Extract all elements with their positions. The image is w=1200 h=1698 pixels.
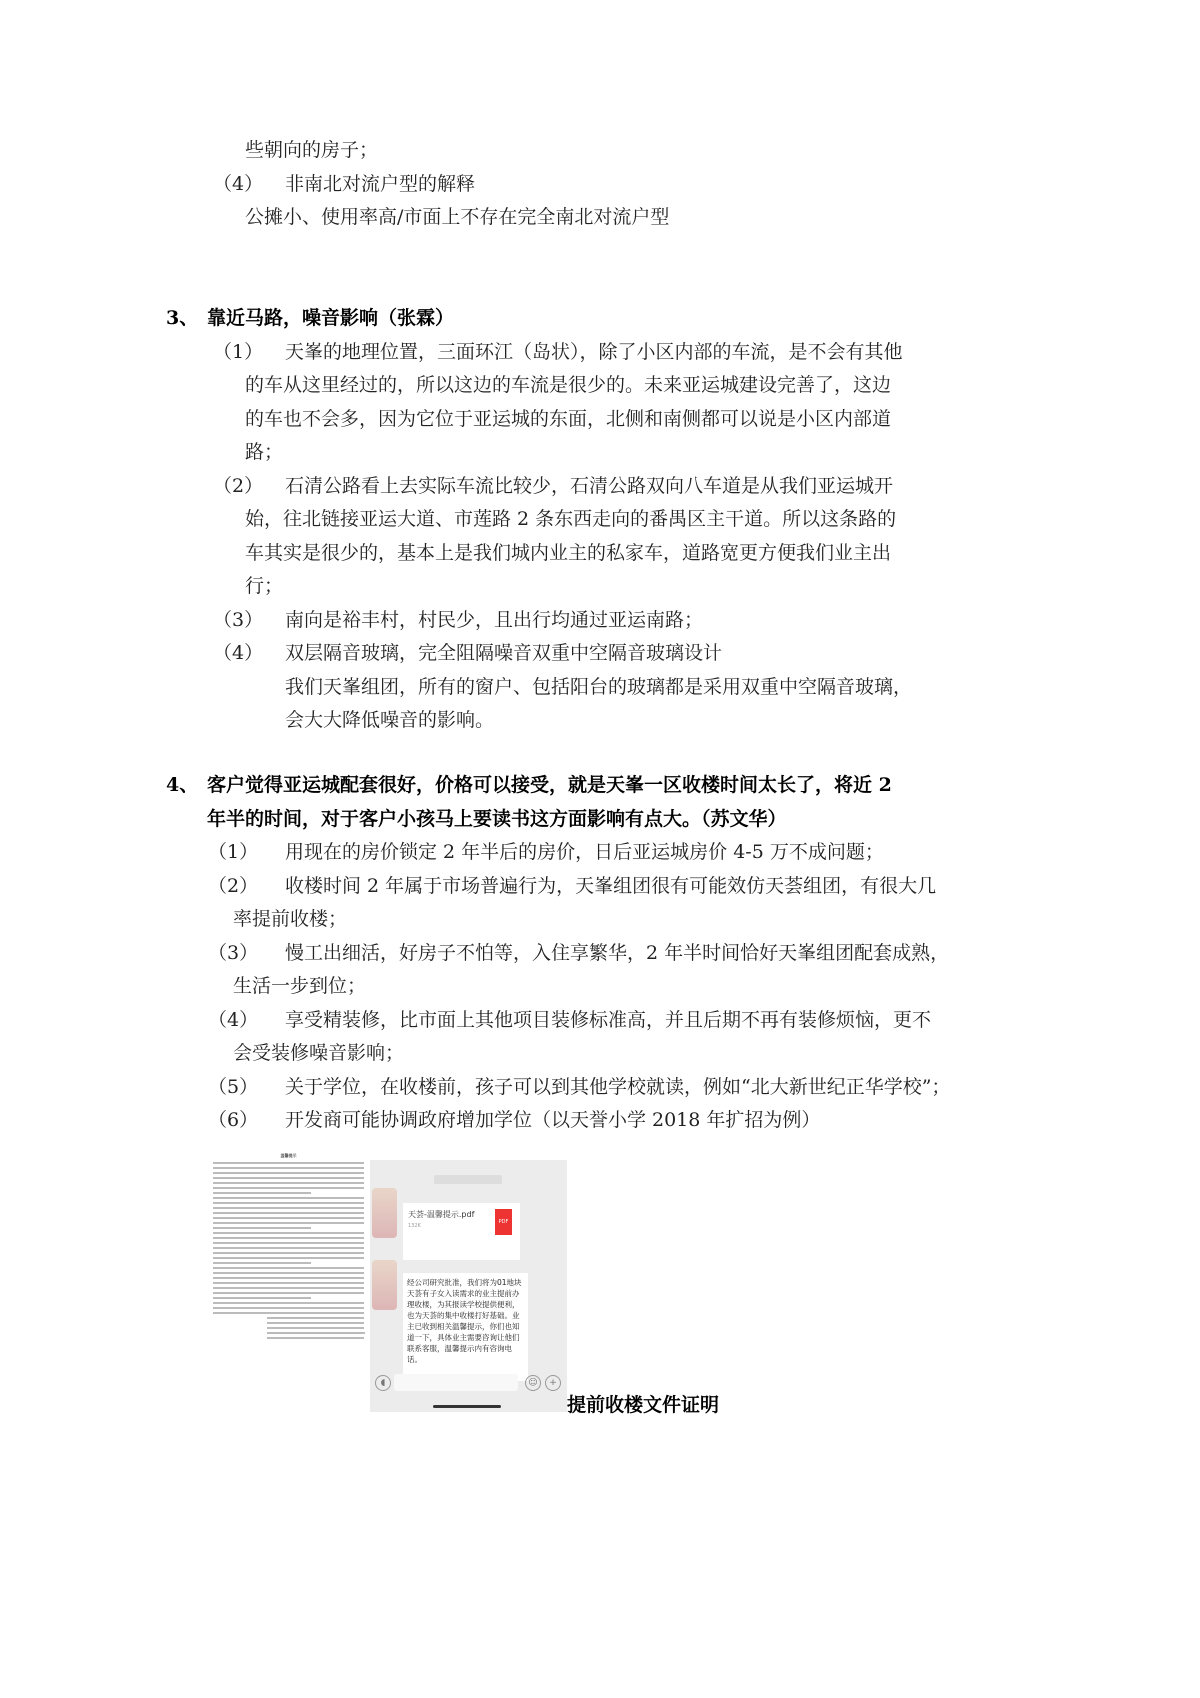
list-number: （6） <box>208 1109 259 1131</box>
list-item-text: 享受精装修，比市面上其他项目装修标准高，并且后期不再有装修烦恼，更不 <box>285 1008 932 1031</box>
notice-text-line <box>267 1317 364 1319</box>
list-number: （4） <box>208 1008 259 1031</box>
list-item-text: 慢工出细活，好房子不怕等，入住享繁华，2 年半时间恰好天峯组团配套成熟， <box>285 941 950 964</box>
list-item-text: 生活一步到位； <box>233 975 367 997</box>
notice-text-line <box>213 1177 364 1179</box>
notice-text-line <box>213 1187 364 1189</box>
notice-text-line <box>213 1222 364 1224</box>
notice-text-line <box>213 1277 364 1279</box>
section-heading: 靠近马路，噪音影响（张霖） <box>207 307 455 329</box>
list-item-text: 会大大降低噪音的影响。 <box>285 709 495 731</box>
list-number: （4） <box>213 173 264 195</box>
file-size: 132K <box>408 1223 421 1229</box>
notice-text-line <box>213 1287 364 1289</box>
list-item-text: 用现在的房价锁定 2 年半后的房价，日后亚运城房价 4-5 万不成问题； <box>285 841 884 863</box>
list-item-text: 石清公路看上去实际车流比较少，石清公路双向八车道是从我们亚运城开 <box>285 474 894 497</box>
list-item-text: 公摊小、使用率高/市面上不存在完全南北对流户型 <box>245 206 670 228</box>
notice-text-line <box>213 1242 364 1244</box>
notice-text-line <box>267 1332 365 1334</box>
chat-message: 经公司研究批准，我们将为01地块天荟有子女入读需求的业主提前办理收楼，为其报读学校提供便利，也为天荟的集中收楼打好基础。业主已收到相关温馨提示，你们也知道一下，具体业主需要咨询让他们联系客服，温馨提示内有咨询电话。 <box>403 1273 528 1381</box>
list-item-text: 始，往北链接亚运大道、市莲路 2 条东西走向的番禺区主干道。所以这条路的 <box>245 508 897 530</box>
notice-text-line <box>213 1257 364 1259</box>
list-item-title: 非南北对流户型的解释 <box>285 173 476 195</box>
section-number: 4、 <box>166 774 199 796</box>
notice-text-line <box>213 1182 364 1184</box>
notice-text-line <box>213 1202 364 1204</box>
avatar <box>372 1260 397 1310</box>
notice-text-line <box>213 1227 311 1229</box>
notice-text-line <box>213 1247 364 1249</box>
chat-timestamp <box>434 1175 502 1184</box>
notice-text-line <box>213 1212 364 1214</box>
list-number: （2） <box>213 474 264 497</box>
list-item-text: 率提前收楼； <box>233 908 348 930</box>
list-item-text: 我们天峯组团，所有的窗户、包括阳台的玻璃都是采用双重中空隔音玻璃， <box>285 675 913 698</box>
list-number: （1） <box>213 340 264 363</box>
pdf-icon: PDF <box>495 1209 512 1235</box>
list-item-text: 双层隔音玻璃，完全阻隔噪音双重中空隔音玻璃设计 <box>285 642 723 664</box>
list-item-text: 会受装修噪音影响； <box>233 1042 405 1064</box>
notice-text-line <box>213 1272 364 1274</box>
notice-text-line <box>213 1312 364 1314</box>
notice-text-line <box>213 1237 364 1239</box>
file-name: 天荟-温馨提示.pdf <box>408 1210 475 1219</box>
section-heading: 客户觉得亚运城配套很好，价格可以接受，就是天峯一区收楼时间太长了，将近 2 <box>207 774 892 796</box>
chat-file-card <box>403 1203 520 1260</box>
notice-text-line <box>213 1197 364 1199</box>
list-number: （1） <box>208 841 259 863</box>
notice-document-image <box>207 1150 370 1412</box>
notice-text-line <box>213 1167 364 1169</box>
notice-title: 温馨提示 <box>280 1153 297 1158</box>
evidence-caption: 提前收楼文件证明 <box>567 1394 720 1416</box>
notice-text-line <box>213 1232 364 1234</box>
notice-text-line <box>213 1302 364 1304</box>
notice-text-line <box>213 1172 364 1174</box>
emoji-icon: ☺ <box>525 1375 541 1391</box>
continued-text: 些朝向的房子； <box>245 139 379 161</box>
list-item-text: 车其实是很少的，基本上是我们城内业主的私家车，道路宽更方便我们业主出 <box>245 541 892 564</box>
list-number: （5） <box>208 1075 259 1098</box>
notice-text-line <box>213 1162 364 1164</box>
notice-text-line <box>213 1207 364 1209</box>
section-heading: 年半的时间，对于客户小孩马上要读书这方面影响有点大。（苏文华） <box>207 807 787 830</box>
list-number: （3） <box>213 608 264 631</box>
notice-text-line <box>213 1192 311 1194</box>
notice-text-line <box>213 1282 364 1284</box>
list-item-text: 的车也不会多，因为它位于亚运城的东面，北侧和南侧都可以说是小区内部道 <box>245 407 892 430</box>
list-number: （3） <box>208 941 259 964</box>
chat-input-field <box>394 1374 518 1391</box>
notice-text-line <box>267 1327 364 1329</box>
notice-text-line <box>267 1337 364 1339</box>
list-number: （4） <box>213 642 264 664</box>
list-item-text: 行； <box>245 575 284 597</box>
list-number: （2） <box>208 874 259 897</box>
list-item-text: 关于学位，在收楼前，孩子可以到其他学校就读，例如“北大新世纪正华学校”； <box>285 1075 951 1098</box>
list-item-text: 的车从这里经过的，所以这边的车流是很少的。未来亚运城建设完善了，这边 <box>245 374 892 396</box>
list-item-text: 收楼时间 2 年属于市场普遍行为，天峯组团很有可能效仿天荟组团，有很大几 <box>285 874 937 897</box>
notice-text-line <box>213 1252 364 1254</box>
list-item-text: 开发商可能协调政府增加学位（以天誉小学 2018 年扩招为例） <box>285 1109 821 1131</box>
list-item-text: 天峯的地理位置，三面环江（岛状），除了小区内部的车流，是不会有其他 <box>285 340 903 363</box>
notice-text-line <box>213 1262 311 1264</box>
voice-icon: ◖ <box>375 1375 391 1391</box>
notice-text-line <box>267 1322 364 1324</box>
chat-screenshot-image <box>370 1160 567 1412</box>
home-indicator <box>433 1405 501 1408</box>
list-item-text: 路； <box>245 441 284 463</box>
plus-icon: + <box>545 1375 561 1391</box>
avatar <box>372 1188 397 1238</box>
notice-text-line <box>213 1292 364 1294</box>
notice-text-line <box>213 1297 311 1299</box>
notice-text-line <box>213 1217 364 1219</box>
notice-text-line <box>213 1267 364 1269</box>
section-number: 3、 <box>166 307 199 329</box>
chat-input-bar <box>370 1372 567 1394</box>
notice-text-line <box>213 1307 364 1309</box>
list-item-text: 南向是裕丰村，村民少，且出行均通过亚运南路； <box>285 608 704 631</box>
